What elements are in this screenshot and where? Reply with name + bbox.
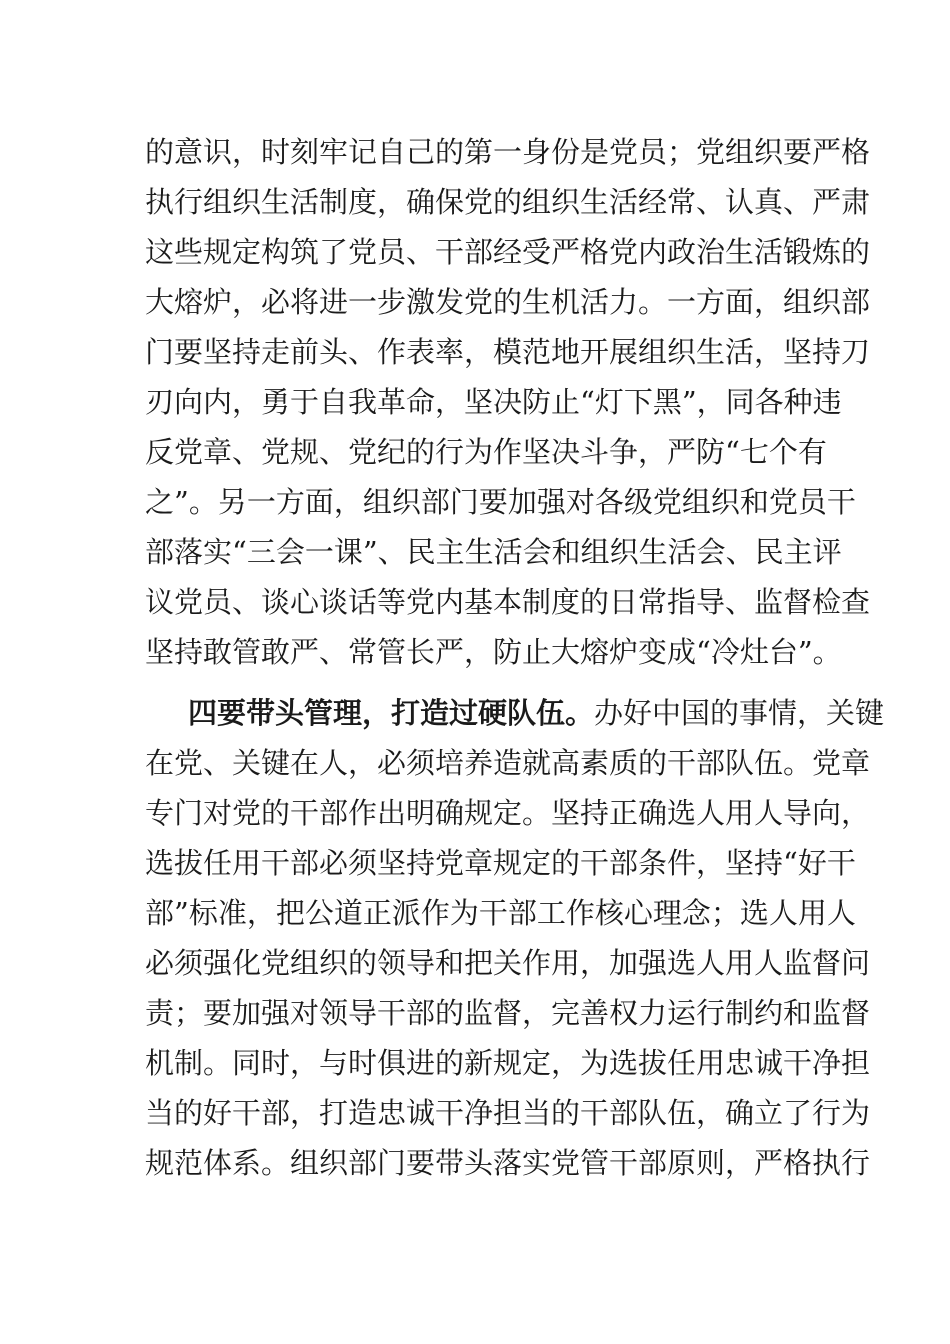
text-line <box>188 693 885 733</box>
text-line: 刃向内，勇于自我革命，坚决防止“灯下黑”，同各种违 <box>145 385 842 419</box>
text-line: 执行组织生活制度，确保党的组织生活经常、认真、严肃 <box>145 185 871 219</box>
text-line: 反党章、党规、党纪的行为作坚决斗争，严防“七个有 <box>145 435 827 469</box>
text-line: 在党、关键在人，必须培养造就高素质的干部队伍。党章 <box>145 746 871 780</box>
paragraph-heading: 四要带头管理，打造过硬队伍。 <box>188 696 595 730</box>
text-line: 规范体系。组织部门要带头落实党管干部原则，严格执行 <box>145 1146 871 1180</box>
text-line: 之”。另一方面，组织部门要加强对各级党组织和党员干 <box>145 485 856 519</box>
text-line: 机制。同时，与时俱进的新规定，为选拔任用忠诚干净担 <box>145 1046 871 1080</box>
text-line: 大熔炉，必将进一步激发党的生机活力。一方面，组织部 <box>145 285 871 319</box>
text-line: 当的好干部，打造忠诚干净担当的干部队伍，确立了行为 <box>145 1096 871 1130</box>
text-line: 门要坚持走前头、作表率，模范地开展组织生活，坚持刀 <box>145 335 871 369</box>
text-line: 选拔任用干部必须坚持党章规定的干部条件，坚持“好干 <box>145 846 856 880</box>
text-line: 部落实“三会一课”、民主生活会和组织生活会、民主评 <box>145 535 842 569</box>
text-line: 坚持敢管敢严、常管长严，防止大熔炉变成“冷灶台”。 <box>145 635 842 669</box>
text-line: 议党员、谈心谈话等党内基本制度的日常指导、监督检查 <box>145 585 871 619</box>
text-span: 办好中国的事情，关键 <box>594 696 885 730</box>
text-line: 这些规定构筑了党员、干部经受严格党内政治生活锻炼的 <box>145 235 871 269</box>
text-line: 责；要加强对领导干部的监督，完善权力运行制约和监督 <box>145 996 871 1030</box>
text-line: 的意识，时刻牢记自己的第一身份是党员；党组织要严格 <box>145 135 871 169</box>
text-line: 必须强化党组织的领导和把关作用，加强选人用人监督问 <box>145 946 871 980</box>
text-line: 部”标准，把公道正派作为干部工作核心理念；选人用人 <box>145 896 856 930</box>
text-line: 专门对党的干部作出明确规定。坚持正确选人用人导向， <box>145 796 871 830</box>
